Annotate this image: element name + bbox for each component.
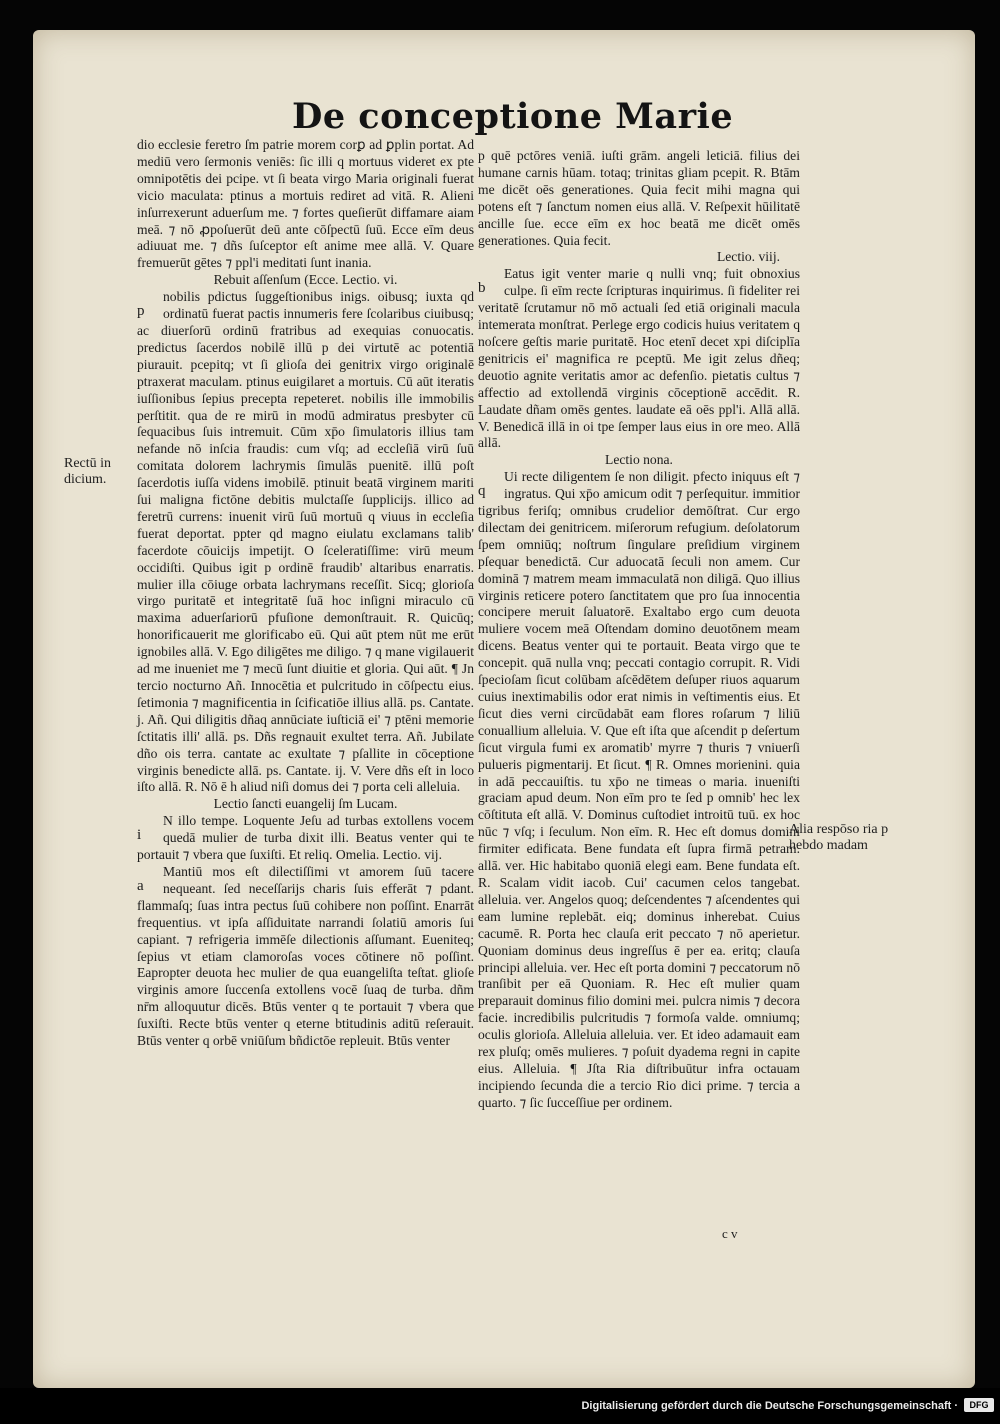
- dfg-logo: DFG: [964, 1398, 994, 1412]
- signature-mark: c v: [722, 1226, 738, 1241]
- initial-letter: q: [478, 483, 486, 500]
- text-block: q Ui recte diligentem ſe non diligit. pfecto iniquus eſt ⁊ ingratus. Qui xp̄o amicum odit ⁊ perſequitur. immitior tigribus feriſq; omnibus crudelior demōſtrat. Cur ergo dilectam dei genitricem. miſerorum refugium. deſolatorum ſpem omniūq; noſtrum ſingulare preſidium virginem pſequar benedictā. Cur aduocatā ſeculi non amem. Cur dominā ⁊ matrem meam immaculatā non diligā. Quo illius virginis reticere potero ſanctitatem que pro ſua innocentia concipere meruit ſaluatorē. Exaltabo ergo cum deuota muliere vocem meā Oſtendam domino deuotōnem meam dicens. Beatus venter qui te portauit. Beata virgo que te concepit. quā nulla vnq; peccati contagio corrupit. R. Vidi ſpecioſam ſicut colūbam aſcēdētem deſuper riuos aquarum cuius inextimabilis odor erat nimis in veſtimentis eius. Et ſicut dies verni circūdabāt eam flores roſarum ⁊ liliū conuallium alleluia. V. Que eſt iſta que aſcendit p deſertum ſicut virgula fumi ex aromatib' myrre ⁊ thuris ⁊ vniuerſi pulueris pigmentarij. Et ſicut. ¶ R. Omnes morienini. quia in adā peccauiſtis. tu xp̄o ne timeas o maria. inueniſti graciam apud deum. Non eīm pro te ſed p omnib' hec lex cōſtituta eſt allā. V. Dominus cuſtodiet introitū tuū. ex hoc nūc ⁊ vſq; i ſeculum. Non eīm. R. Hec eſt domus domini firmiter edificata. Bene fundata eſt ſupra firmā petram. allā. ver. Hic habitabo quoniā elegi eam. Bene fundata eſt. R. Scalam vidit iacob. Cui' cacumen celos tangebat. alleluia. ver. Angelos quoq; deſcendentes ⁊ aſcendentes qui eam lumine replebāt. eiq; dominus inherebat. Cuius cacumē. R. Porta hec clauſa erit peccato ⁊ nō aperietur. Quoniam dominus deus ingreſſus ē per ea. eritq; clauſa principi alleluia. ver. Hec eſt porta domini ⁊ peccatorum nō tranſibit per eā Quoniam. R. Hec eſt mulier quam preparauit dominus filio domini mei. pulcra nimis ⁊ decora facie. incredibilis pulcritudis ⁊ formoſa valde. omniumq; oculis glorioſa. Alleluia alleluia. ver. Et ideo adamauit eam rex pluſq; omēs mulieres. ⁊ poſuit dyadema regni in capite eius. Alleluia. ¶ Jſta Ria diſtribuūtur infra octauam incipiendo ſecunda die a tercio Rio dici prime. ⁊ tercia a quarto. ⁊ ſic ſucceſſiue per ordinem.: [478, 469, 800, 1110]
- page-title: De conceptione Marie: [292, 96, 734, 137]
- initial-letter: b: [478, 280, 486, 297]
- lectio-heading: Rebuit aſſenſum (Ecce. Lectio. vi.: [213, 272, 398, 288]
- text-block: i N illo tempe. Loquente Jeſu ad turbas extollens vocem quedā mulier de turba dixit illi. Beatus venter qui te portauit ⁊ vbera que ſuxiſti. Et reliq. Omelia. Lectio. vij.: [137, 813, 474, 863]
- text-block: dio ecclesie feretro ſm patrie morem corꝑ ad ꝑplin portat. Ad mediū vero ſermonis veniēs: ſic illi q mortuus videret ex pte omnipotētis dei pcipe. vt ſi beata virgo Maria originali fuerat vicio maculata: ptinus a mortuis rediret ad vitā. R. Alieni inſurrexerunt aduerſum me. ⁊ fortes queſierūt diffamare aiam meā. ⁊ nō ꝓpoſuerūt deū ante cōſpectū ſuū. Ecce eīm deus adiuuat me. ⁊ dñs ſuſceptor eſt anime mee allā. V. Quare fremuerūt gētes ⁊ ppl'i meditati ſunt inania.: [137, 137, 474, 271]
- lectio-heading: Lectio nona.: [605, 452, 673, 468]
- text-block: b Eatus igit venter marie q nulli vnq; fuit obnoxius culpe. ſi eīm recte ſcripturas inquirimus. ſi fideliter rei veritatē ſcrutamur nō mō actuali ſed etiā originali macula intemerata monſtrat. Perlege ergo codicis huius veritatem q noſcere geſtis marie puritatē. Hoc etenī decet xpi diſciplīa genitricis ei' magnifica re pceptū. Me igit zelus dñeq; deuotio agnite veritatis amor ac defenſio. pietatis cultus ⁊ affectio ad extollendā virginis cōceptionē accēdit. R. Laudate dñam omēs gentes. laudate eā oēs ppl'i. Allā allā. V. Benedicā illā in oi tpe ſemper laus eius in ore meo. Allā allā.: [478, 266, 800, 451]
- text-column-right: [478, 148, 800, 1112]
- lectio-heading: Lectio. viij.: [716, 249, 780, 265]
- text-block: a Mantiū mos eſt dilectiſſimi vt amorem ſuū tacere nequeant. ſed neceſſarijs charis ſuis efferāt ⁊ pdant. flammaſq; ſuas intra pectus ſuū cohibere non poſſint. Enarrāt frequentius. vt ipſa aſſiduitate narrandi ſolatiū amoris ſui capiant. ⁊ refrigeria immēſe dilectionis aſſumant. Eueniteq; ſepius vt etiam clamoroſas voces cōtinere nō poſſint. Eapropter deuota hec mulier de qua euangeliſta teſtat. glioſe virginis amore ſuccenſa extollens vocē ſuaq de turba. dñm nr̄m alloquutur dicēs. Btūs venter q te portauit ⁊ vbera que ſuxiſti. Recte btūs venter q eterne btitudinis aditū reſerauit. Btūs venter q orbē vniūſum bñdictōe repleuit. Btūs venter: [137, 863, 474, 1049]
- text-block: p nobilis pdictus ſuggeſtionibus inigs. oibusq; iuxta qd ordinatū fuerat pactis innumeris fere ſcolaribus ciuibusq; ac diuerſorū ordinū fratribus ad exequias conuocatis. predictus ſacerdos nobilē illū p dei virtutē ac potentiā piurauit. pcepitq; vt ſi glioſa dei genitrix virgo originalē ptraxerat maculam. ptinus euigilaret a mortuis. Cū aūt iteratis iuſſionibus ſepius precepta repeteret. nobilis ille immobilis perſtitit. qua de re mirū in modū admiratus presbyter cū ſequacibus ſuis intremuit. Cūm xp̄o ſimulatoris illius tam nefande nō inſcia fraudis: cum vſq; ad eccleſiā virū ſuū comitata dolorem lachrymis ſimulās puenitē. illū poſt ſacerdotis iuſſa videns imobilē. ptinuit beatā virginem mariti ſui maligna fictōne debitis mulctaſſe ſupplicijs. illico ad feretrū currens: inuenit virū ſuū mortuū q viuus in eccleſia fuerat deportat. ppter qd magno eiulatu exclamans talib' facerdote cōuicijs impetijt. O ſceleratiſſime: virū meum occidiſti. Quibus igit p ordinē fraudib' altaribus enarratis. mulier illa cōiuge orbata lachrymans receſſit. Sicq; glorioſa virgo puritatē et integritatē ſuā hoc inſigni miraculo cū maxima aduerſariorū pfuſione demonſtrauit. R. Quicūq; honorificauerit me glorificabo eū. Qui aūt ptem nūt me erūt ignobiles allā. V. Ego diligētes me diligo. ⁊ q mane vigilauerit ad me inueniet me ⁊ mecū ſunt diuitie et gloria. Qui aūt. ¶ Jn tercio nocturno Añ. Innocētia et pulcritudo in cōſpectu eius. ſetimonia ⁊ magnificentia in ſcificatiōe illius allā. ps. Cantate. j. Añ. Qui diligitis dñaq annūciate iuſticiā ei' ⁊ ptēni memorie ſctitatis illi' allā. ps. Dñs regnauit exultet terra. Añ. Jubilate dño ois terra. cantate ac exultate ⁊ pſallite in cōceptione virginis benedicte allā. ps. Cantate. ij. V. Vere dñs eſt in loco iſto allā. R. Nō ē h aliud niſi domus dei ⁊ porta celi alleluia.: [137, 289, 474, 795]
- footer-bar: [0, 1388, 1000, 1424]
- text-block: p quē pctōres veniā. iuſti grām. angeli leticiā. filius dei humane carnis hūam. totaq; trinitas gliam pcepit. R. Btām me dicēt oēs generationes. Quia fecit mihi magna qui potens eſt ⁊ ſanctum nomen eius allā. V. Reſpexit hūilitatē ancille ſue. ecce eīm ex hoc beatā me dicēt omēs generationes. Quia fecit.: [478, 148, 800, 248]
- margin-note-left: Rectū in dicium.: [64, 456, 112, 487]
- initial-letter: a: [137, 877, 144, 894]
- footer-credit: Digitalisierung gefördert durch die Deutsche Forschungsgemeinschaft ·: [581, 1400, 958, 1412]
- text-column-left: [137, 137, 474, 1050]
- initial-letter: i: [137, 827, 142, 844]
- margin-note-right: Alia respōso ria p hebdo madam: [789, 822, 889, 853]
- lectio-heading: Lectio ſancti euangelij ſm Lucam.: [213, 796, 398, 812]
- initial-letter: p: [137, 303, 145, 320]
